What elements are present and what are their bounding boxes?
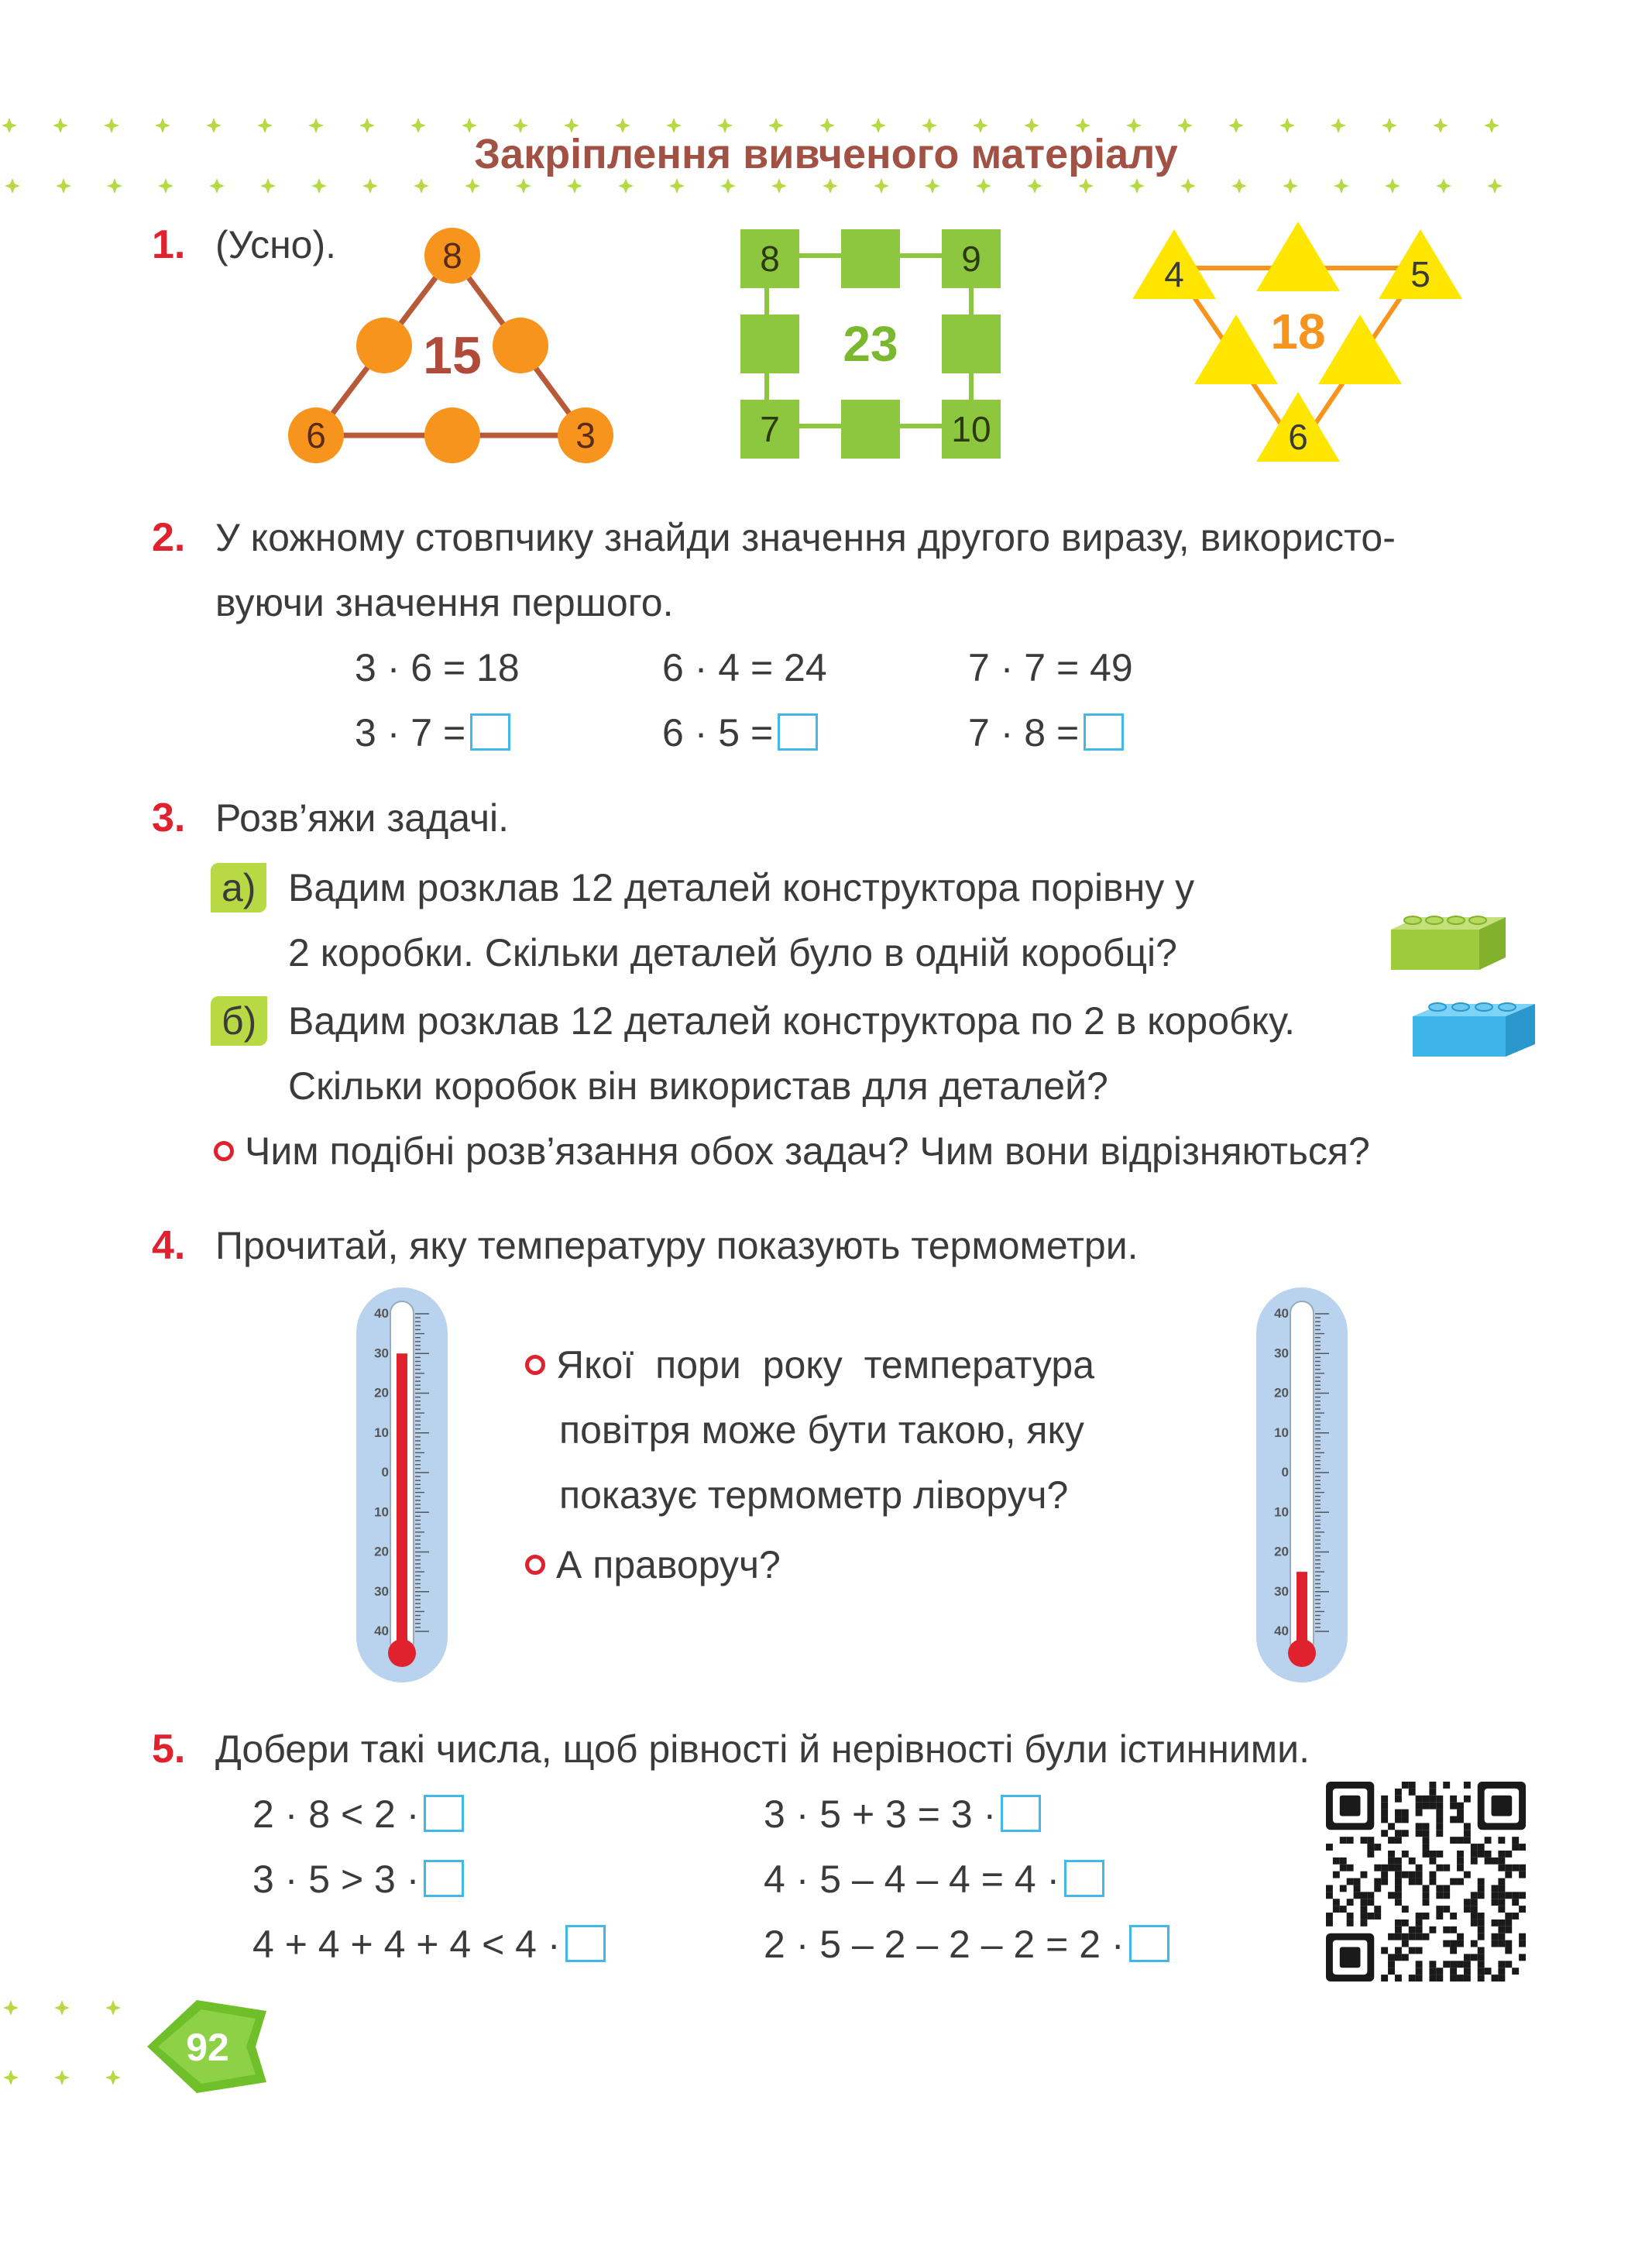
task3-b-label: б) [211, 996, 267, 1046]
task4-q2: А праворуч? [556, 1543, 781, 1586]
task2-number: 2. [152, 515, 186, 560]
task5-left-expr: 4 + 4 + 4 + 4 < 4 · [252, 1923, 561, 1966]
scale-label: 20 [374, 1544, 389, 1559]
bullet-icon [214, 1141, 234, 1161]
page-title: Закріплення вивченого матеріалу [474, 131, 1178, 177]
task2-col1-given: 3 · 6 = 18 [355, 646, 520, 689]
task2-col1-ask-row [355, 710, 510, 756]
task2-col3-ask: 7 · 8 = [968, 711, 1080, 754]
task1-number: 1. [152, 222, 186, 267]
left-thermometer [355, 1286, 455, 1689]
task2-col2-ask: 6 · 5 = [662, 711, 774, 754]
green-lego-brick-icon [1386, 899, 1510, 976]
answer-box[interactable] [424, 1860, 464, 1897]
task4-text: Прочитай, яку температуру показують термометри. [215, 1224, 1139, 1267]
task5-number: 5. [152, 1727, 186, 1772]
scale-label: 0 [1281, 1465, 1289, 1480]
task3-question: Чим подібні розв’язання обох задач? Чим вони відрізняються? [245, 1129, 1370, 1173]
task3-number: 3. [152, 796, 186, 840]
task2-col3-ask-row [968, 710, 1124, 756]
yellow-node-mid-right [1318, 314, 1402, 384]
square-cell-ml [740, 314, 799, 373]
answer-box[interactable] [778, 713, 818, 751]
task4-q1-row1 [525, 1342, 1094, 1388]
task4-q1-line3: показує термометр ліворуч? [559, 1473, 1069, 1517]
task5-right-row [764, 1856, 1104, 1902]
green-square-puzzle [736, 225, 1007, 465]
scale-label: 40 [374, 1306, 389, 1321]
task3-b-line2: Скільки коробок він використав для деталей? [288, 1064, 1108, 1108]
star-icon [54, 2000, 70, 2016]
scale-label: 30 [1274, 1583, 1289, 1599]
bullet-icon [525, 1355, 545, 1375]
yellow-center-value: 18 [1270, 304, 1326, 359]
scale-label: 10 [374, 1425, 389, 1440]
task5-right-expr: 3 · 5 + 3 = 3 · [764, 1792, 997, 1836]
answer-box[interactable] [565, 1925, 606, 1962]
qr-code-icon[interactable] [1326, 1782, 1526, 1981]
task5-left-expr: 2 · 8 < 2 · [252, 1792, 420, 1836]
scale-label: 0 [381, 1465, 389, 1480]
task5-right-row [764, 1921, 1169, 1968]
bullet-icon [525, 1555, 545, 1575]
task2-col1-ask: 3 · 7 = [355, 711, 466, 754]
mercury-column [397, 1353, 407, 1653]
triangle-node-upper-left [356, 318, 412, 373]
square-bl-value: 7 [760, 409, 780, 449]
triangle-left-value: 6 [306, 415, 326, 455]
task4-number: 4. [152, 1223, 186, 1268]
scale-label: 10 [374, 1504, 389, 1520]
task4-q1-line1: Якої пори року температура [556, 1343, 1095, 1387]
scale-label: 10 [1274, 1425, 1289, 1440]
star-icon [54, 2070, 70, 2085]
blue-lego-brick-icon [1408, 985, 1540, 1063]
star-icon [3, 2070, 19, 2085]
triangle-node-bottom [424, 407, 480, 463]
task3-a-line1: Вадим розклав 12 деталей конструктора порівну у [288, 866, 1195, 909]
yellow-bottom-value: 6 [1288, 417, 1308, 457]
square-center-value: 23 [843, 316, 898, 372]
square-cell-tm [841, 229, 900, 288]
scale-label: 20 [1274, 1385, 1289, 1401]
task3-question-row [214, 1128, 1370, 1174]
star-icon [105, 2070, 121, 2085]
page-number-badge [139, 1995, 279, 2096]
star-icon [105, 2000, 121, 2016]
task3-a-line2: 2 коробки. Скільки деталей було в одній коробці? [288, 931, 1177, 974]
task5-text: Добери такі числа, щоб рівності й нерівності були істинними. [215, 1727, 1310, 1771]
square-tl-value: 8 [760, 239, 780, 279]
task3-a-label: а) [211, 863, 266, 913]
yellow-left-value: 4 [1164, 254, 1184, 294]
answer-box[interactable] [1084, 713, 1124, 751]
task4-q2-row [525, 1542, 781, 1588]
scale-label: 40 [1274, 1306, 1289, 1321]
task4-q1-line2: повітря може бути такою, яку [559, 1408, 1084, 1452]
answer-box[interactable] [470, 713, 510, 751]
scale-label: 30 [374, 1346, 389, 1361]
scale-label: 40 [374, 1624, 389, 1638]
triangle-right-value: 3 [575, 415, 596, 455]
yellow-right-value: 5 [1410, 254, 1430, 294]
scale-label: 10 [1274, 1504, 1289, 1520]
scale-label: 20 [1274, 1544, 1289, 1559]
yellow-triangle-puzzle [1115, 217, 1479, 473]
answer-box[interactable] [424, 1795, 464, 1832]
task2-text-line2: вуючи значення першого. [215, 581, 674, 624]
task3-b-line1: Вадим розклав 12 деталей конструктора по 2 в коробку. [288, 999, 1295, 1043]
right-thermometer [1255, 1286, 1355, 1689]
yellow-node-mid-left [1194, 314, 1278, 384]
star-icon [3, 2000, 19, 2016]
triangle-node-upper-right [493, 318, 548, 373]
scale-label: 30 [374, 1583, 389, 1599]
task5-left-row [252, 1856, 464, 1902]
answer-box[interactable] [1129, 1925, 1169, 1962]
task5-right-expr: 2 · 5 – 2 – 2 – 2 = 2 · [764, 1923, 1125, 1966]
task5-left-row [252, 1791, 464, 1837]
square-cell-mr [942, 314, 1001, 373]
scale-label: 40 [1274, 1624, 1289, 1638]
triangle-center-value: 15 [423, 326, 482, 385]
task2-col3-given: 7 · 7 = 49 [968, 646, 1133, 689]
square-br-value: 10 [951, 409, 991, 449]
scale-label: 20 [374, 1385, 389, 1401]
scale-label: 30 [1274, 1346, 1289, 1361]
task3-text: Розв’яжи задачі. [215, 796, 510, 840]
task2-col2-ask-row [662, 710, 818, 756]
answer-box[interactable] [1064, 1860, 1104, 1897]
task5-left-row [252, 1921, 606, 1968]
yellow-node-top [1256, 222, 1340, 291]
mercury-column [1297, 1572, 1307, 1653]
page-number: 92 [186, 2026, 229, 2069]
orange-triangle-puzzle [287, 225, 627, 473]
task1-label: (Усно). [215, 223, 337, 266]
triangle-top-value: 8 [442, 235, 462, 276]
answer-box[interactable] [1001, 1795, 1041, 1832]
task5-left-expr: 3 · 5 > 3 · [252, 1858, 420, 1901]
task5-right-row [764, 1791, 1041, 1837]
task2-col2-given: 6 · 4 = 24 [662, 646, 827, 689]
task5-right-expr: 4 · 5 – 4 – 4 = 4 · [764, 1858, 1060, 1901]
square-cell-bm [841, 400, 900, 459]
square-tr-value: 9 [961, 239, 981, 279]
task2-text-line1: У кожному стовпчику знайди значення другого виразу, використо- [215, 516, 1396, 559]
